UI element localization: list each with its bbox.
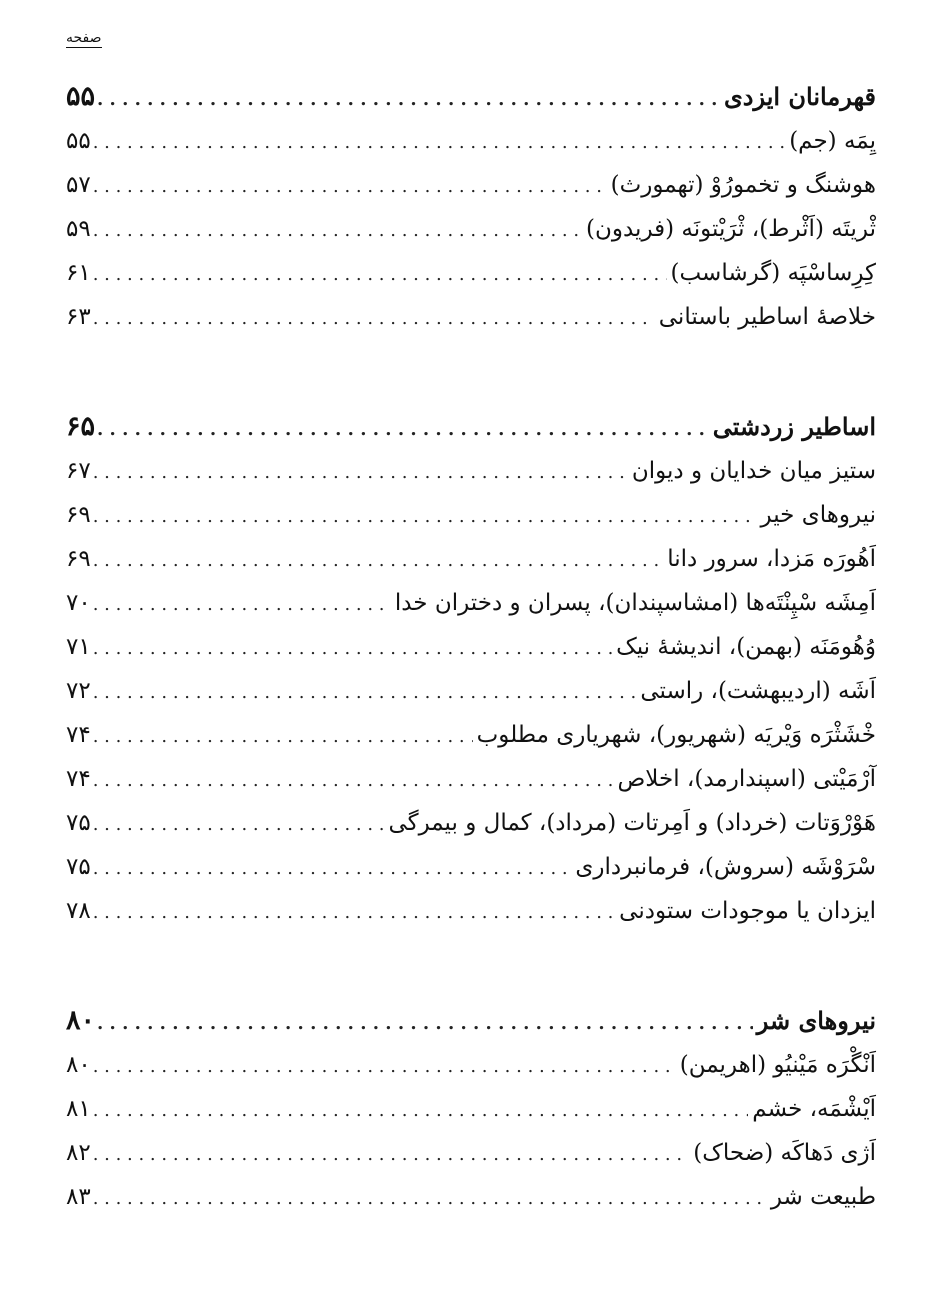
dot-leader	[93, 894, 615, 932]
dot-leader	[93, 1136, 690, 1174]
toc-page-number: ۷۰	[66, 590, 91, 616]
dot-leader	[93, 168, 607, 206]
toc-section-heading	[66, 78, 876, 116]
toc-title: طبیعت شر	[770, 1184, 876, 1210]
toc-title: یِمَه (جم)	[789, 128, 876, 154]
toc-entry	[66, 848, 876, 886]
toc-entry	[66, 496, 876, 534]
toc-entry	[66, 628, 876, 666]
dot-leader	[93, 256, 667, 294]
toc-title: اَمِشَه سْپِنْتَه‌ها (امشاسپندان)، پسران و دختران خدا	[394, 590, 876, 616]
dot-leader	[93, 1048, 676, 1086]
toc-page-number: ۷۵	[66, 810, 91, 836]
toc-page-number: ۶۳	[66, 304, 91, 330]
dot-leader	[93, 498, 757, 536]
dot-leader	[93, 762, 614, 800]
toc-entry	[66, 254, 876, 292]
toc-page-number: ۸۳	[66, 1184, 91, 1210]
toc-title: ایزدان یا موجودات ستودنی	[619, 898, 876, 924]
toc-page-number: ۸۰	[66, 1005, 96, 1036]
toc-title: سْرَوْشَه (سروش)، فرمانبرداری	[575, 854, 876, 880]
toc-title: اَیْشْمَه، خشم	[752, 1096, 876, 1122]
toc-title: نیروهای شر	[756, 1006, 876, 1035]
toc-entry	[66, 1134, 876, 1172]
toc-page-number: ۵۵	[66, 128, 91, 154]
toc-entry	[66, 672, 876, 710]
toc-title: قهرمانان ایزدی	[724, 82, 876, 111]
dot-leader	[93, 212, 582, 250]
dot-leader	[93, 1092, 749, 1130]
dot-leader	[93, 124, 785, 162]
toc-entry	[66, 584, 876, 622]
dot-leader	[97, 411, 709, 449]
dot-leader	[93, 806, 385, 844]
dot-leader	[93, 586, 391, 624]
toc-page-number: ۷۴	[66, 722, 91, 748]
toc-entry	[66, 166, 876, 204]
toc-title: خْشَثْرَه وَیْریَه (شهریور)، شهریاری مطلوب	[476, 722, 876, 748]
toc-title: ستیز میان خدایان و دیوان	[631, 458, 876, 484]
dot-leader	[97, 81, 720, 119]
toc-page-number: ۶۱	[66, 260, 91, 286]
toc-page-number: ۶۹	[66, 546, 91, 572]
dot-leader	[93, 542, 664, 580]
dot-leader	[93, 674, 637, 712]
dot-leader	[93, 300, 655, 338]
toc-entry	[66, 804, 876, 842]
toc-title: وُهُومَنَه (بهمن)، اندیشهٔ نیک	[616, 634, 876, 660]
dot-leader	[93, 454, 628, 492]
toc-title: اَهُورَه مَزدا، سرور دانا	[667, 546, 876, 572]
toc-entry	[66, 298, 876, 336]
toc-title: اَنْگْرَه مَیْنیُو (اهریمن)	[679, 1052, 876, 1078]
toc-title: هوشنگ و تخمورُوْ (تهمورث)	[610, 172, 876, 198]
toc-section-heading	[66, 408, 876, 446]
dot-leader	[93, 718, 473, 756]
toc-entry	[66, 1090, 876, 1128]
toc-entry	[66, 540, 876, 578]
toc-title: نیروهای خیر	[760, 502, 876, 528]
toc-section-heading	[66, 1002, 876, 1040]
toc-title: کِرِساسْپَه (گرشاسب)	[670, 260, 876, 286]
toc-page-number: ۷۱	[66, 634, 91, 660]
toc-entry	[66, 1178, 876, 1216]
toc-entry	[66, 716, 876, 754]
toc-page-number: ۷۸	[66, 898, 91, 924]
toc-page-number: ۶۷	[66, 458, 91, 484]
toc-page-number: ۶۵	[66, 411, 96, 442]
toc-entry	[66, 210, 876, 248]
toc-entry	[66, 122, 876, 160]
toc-title: اَشَه (اردیبهشت)، راستی	[640, 678, 876, 704]
dot-leader	[93, 630, 612, 668]
toc-entry	[66, 452, 876, 490]
toc-page-number: ۷۴	[66, 766, 91, 792]
dot-leader	[93, 1180, 767, 1218]
toc-page-number: ۸۲	[66, 1140, 91, 1166]
toc-page-number: ۷۲	[66, 678, 91, 704]
toc-title: آرْمَیْتی (اسپندارمد)، اخلاص	[617, 766, 876, 792]
toc-page-number: ۵۵	[66, 81, 96, 112]
toc-entry	[66, 760, 876, 798]
toc-title: اساطیر زردشتی	[712, 412, 876, 441]
toc-page-number: ۵۷	[66, 172, 91, 198]
toc-page-number: ۷۵	[66, 854, 91, 880]
toc-title: خلاصهٔ اساطیر باستانی	[658, 304, 876, 330]
toc-title: اَژی دَهاکَه (ضحاک)	[693, 1140, 876, 1166]
dot-leader	[93, 850, 572, 888]
page-column-label: صفحه	[66, 30, 102, 46]
toc-title: ثْریتَه (اَثْرط)، ثْرَیْتونَه (فریدون)	[586, 216, 876, 242]
toc-page-number: ۵۹	[66, 216, 91, 242]
dot-leader	[97, 1005, 753, 1043]
toc-entry	[66, 892, 876, 930]
toc-page-number: ۸۰	[66, 1052, 91, 1078]
toc-title: هَوْرْوَتات (خرداد) و اَمِرتات (مرداد)، کمال و بیمرگی	[388, 810, 876, 836]
toc-entry	[66, 1046, 876, 1084]
toc-page-number: ۸۱	[66, 1096, 91, 1122]
toc-page-number: ۶۹	[66, 502, 91, 528]
